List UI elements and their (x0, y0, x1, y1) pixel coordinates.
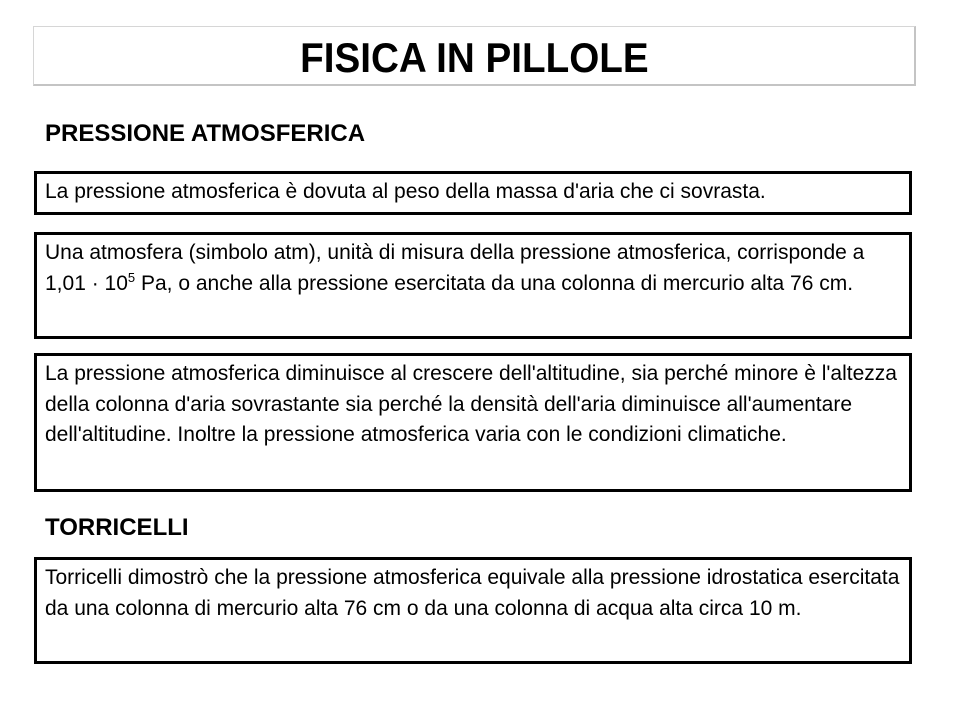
title-banner (33, 26, 916, 86)
info-box-text-part: Pa, o anche alla pressione esercitata da una colonna di mercurio alta 76 cm. (135, 271, 854, 295)
info-box-torricelli (34, 557, 912, 664)
info-box-text: La pressione atmosferica è dovuta al peso della massa d'aria che ci sovrasta. (45, 180, 766, 203)
info-box-atmosphere-unit (34, 232, 912, 339)
info-box-altitude (34, 353, 912, 492)
section-heading-pressione: PRESSIONE ATMOSFERICA (45, 120, 366, 147)
info-box-text: Torricelli dimostrò che la pressione atmosferica equivale alla pressione idrostatica esercitata da una colonna di mercurio alta 76 cm o da una colonna di acqua alta circa 10 m. (45, 566, 900, 620)
info-box-text (45, 238, 901, 299)
exponent-superscript: 5 (127, 269, 136, 285)
info-box-definition (34, 171, 912, 215)
section-heading-torricelli: TORRICELLI (45, 514, 189, 541)
page-title: FISICA IN PILLOLE (299, 34, 649, 81)
info-box-text-part: Una atmosfera (simbolo atm), unità di misura della pressione atmosferica, corrisponde a 1,01 · 10 (45, 241, 865, 295)
info-box-text: La pressione atmosferica diminuisce al crescere dell'altitudine, sia perché minore è l'altezza della colonna d'aria sovrastante sia perché la densità dell'aria diminuisce all'aumentare dell'altitudine. Inoltre la pressione atmosferica varia con le condizioni climatiche. (45, 362, 897, 446)
